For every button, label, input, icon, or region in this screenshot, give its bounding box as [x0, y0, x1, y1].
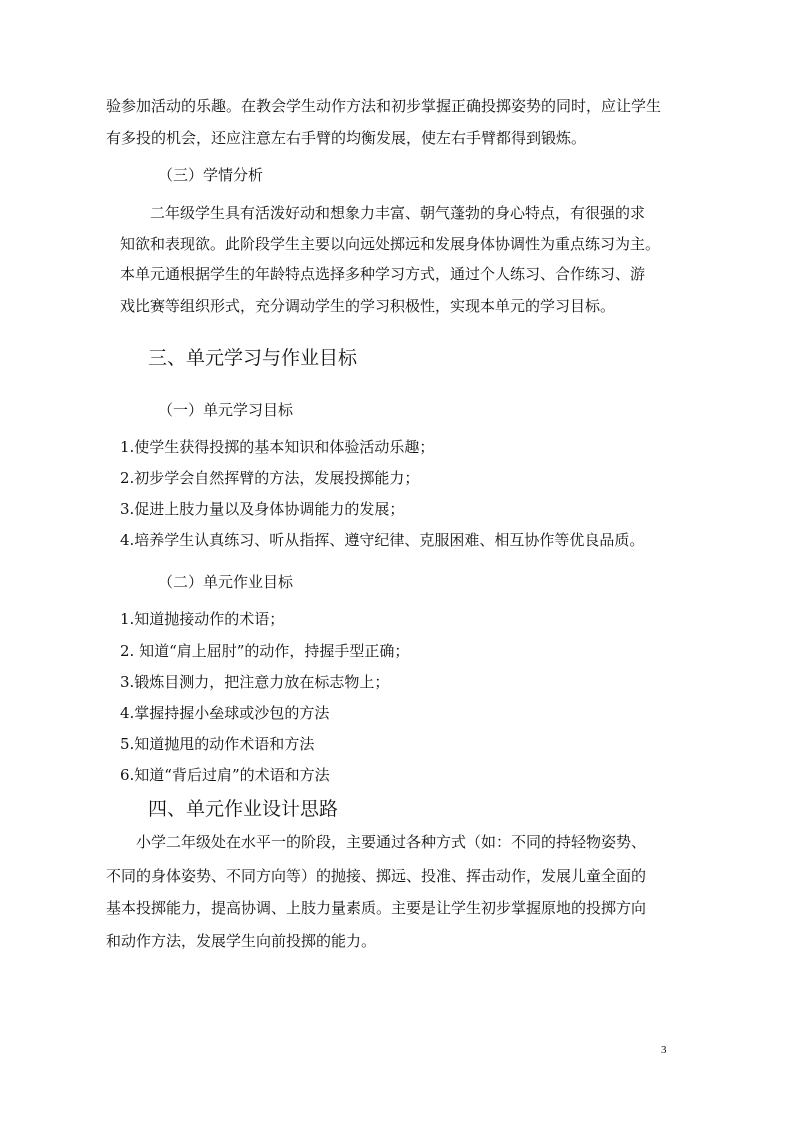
- learner-analysis-line-4: 戏比赛等组织形式，充分调动学生的学习积极性，实现本单元的学习目标。: [120, 297, 616, 315]
- learning-goal-item-2: 2.初步学会自然挥臂的方法，发展投掷能力；: [120, 469, 420, 487]
- learning-goal-item-4: 4.培养学生认真练习、听从指挥、遵守纪律、克服困难、相互协作等优良品质。: [120, 531, 645, 549]
- learner-analysis-line-2: 知欲和表现欲。此阶段学生主要以向远处掷远和发展身体协调性为重点练习为主。: [120, 235, 661, 253]
- intro-line-2: 有多投的机会，还应注意左右手臂的均衡发展，使左右手臂都得到锻炼。: [106, 129, 587, 147]
- learning-goal-item-1: 1.使学生获得投掷的基本知识和体验活动乐趣；: [120, 438, 435, 456]
- section3-heading: 三、单元学习与作业目标: [148, 347, 358, 369]
- learner-analysis-line-3: 本单元通根据学生的年龄特点选择多种学习方式，通过个人练习、合作练习、游: [120, 265, 646, 283]
- homework-goal-item-2: 2. 知道“肩上屈肘”的动作，持握手型正确；: [120, 642, 410, 660]
- section4-line-2: 不同的身体姿势、不同方向等）的抛接、掷远、投准、挥击动作，发展儿童全面的: [106, 867, 647, 885]
- intro-line-1: 验参加活动的乐趣。在教会学生动作方法和初步掌握正确投掷姿势的同时，应让学生: [106, 97, 662, 115]
- section4-line-3: 基本投掷能力，提高协调、上肢力量素质。主要是让学生初步掌握原地的投掷方向: [106, 899, 647, 917]
- homework-goals-subheading: （二）单元作业目标: [158, 573, 294, 591]
- learning-goal-item-3: 3.促进上肢力量以及身体协调能力的发展；: [120, 500, 405, 518]
- homework-goal-item-3: 3.锻炼目测力，把注意力放在标志物上；: [120, 673, 390, 691]
- section4-line-1: 小学二年级处在水平一的阶段，主要通过各种方式（如：不同的持轻物姿势、: [136, 833, 647, 851]
- section4-line-4: 和动作方法，发展学生向前投掷的能力。: [106, 932, 377, 950]
- homework-goal-item-4: 4.掌握持握小垒球或沙包的方法: [120, 704, 330, 722]
- section4-heading: 四、单元作业设计思路: [148, 798, 339, 820]
- learner-analysis-line-1: 二年级学生具有活泼好动和想象力丰富、朝气蓬勃的身心特点，有很强的求: [150, 204, 646, 222]
- learning-goals-subheading: （一）单元学习目标: [158, 401, 294, 419]
- learner-analysis-subheading: （三）学情分析: [158, 166, 264, 184]
- homework-goal-item-6: 6.知道“背后过肩”的术语和方法: [120, 766, 330, 784]
- homework-goal-item-1: 1.知道抛接动作的术语；: [120, 610, 285, 628]
- page-number: 3: [661, 1044, 667, 1056]
- homework-goal-item-5: 5.知道抛甩的动作术语和方法: [120, 735, 315, 753]
